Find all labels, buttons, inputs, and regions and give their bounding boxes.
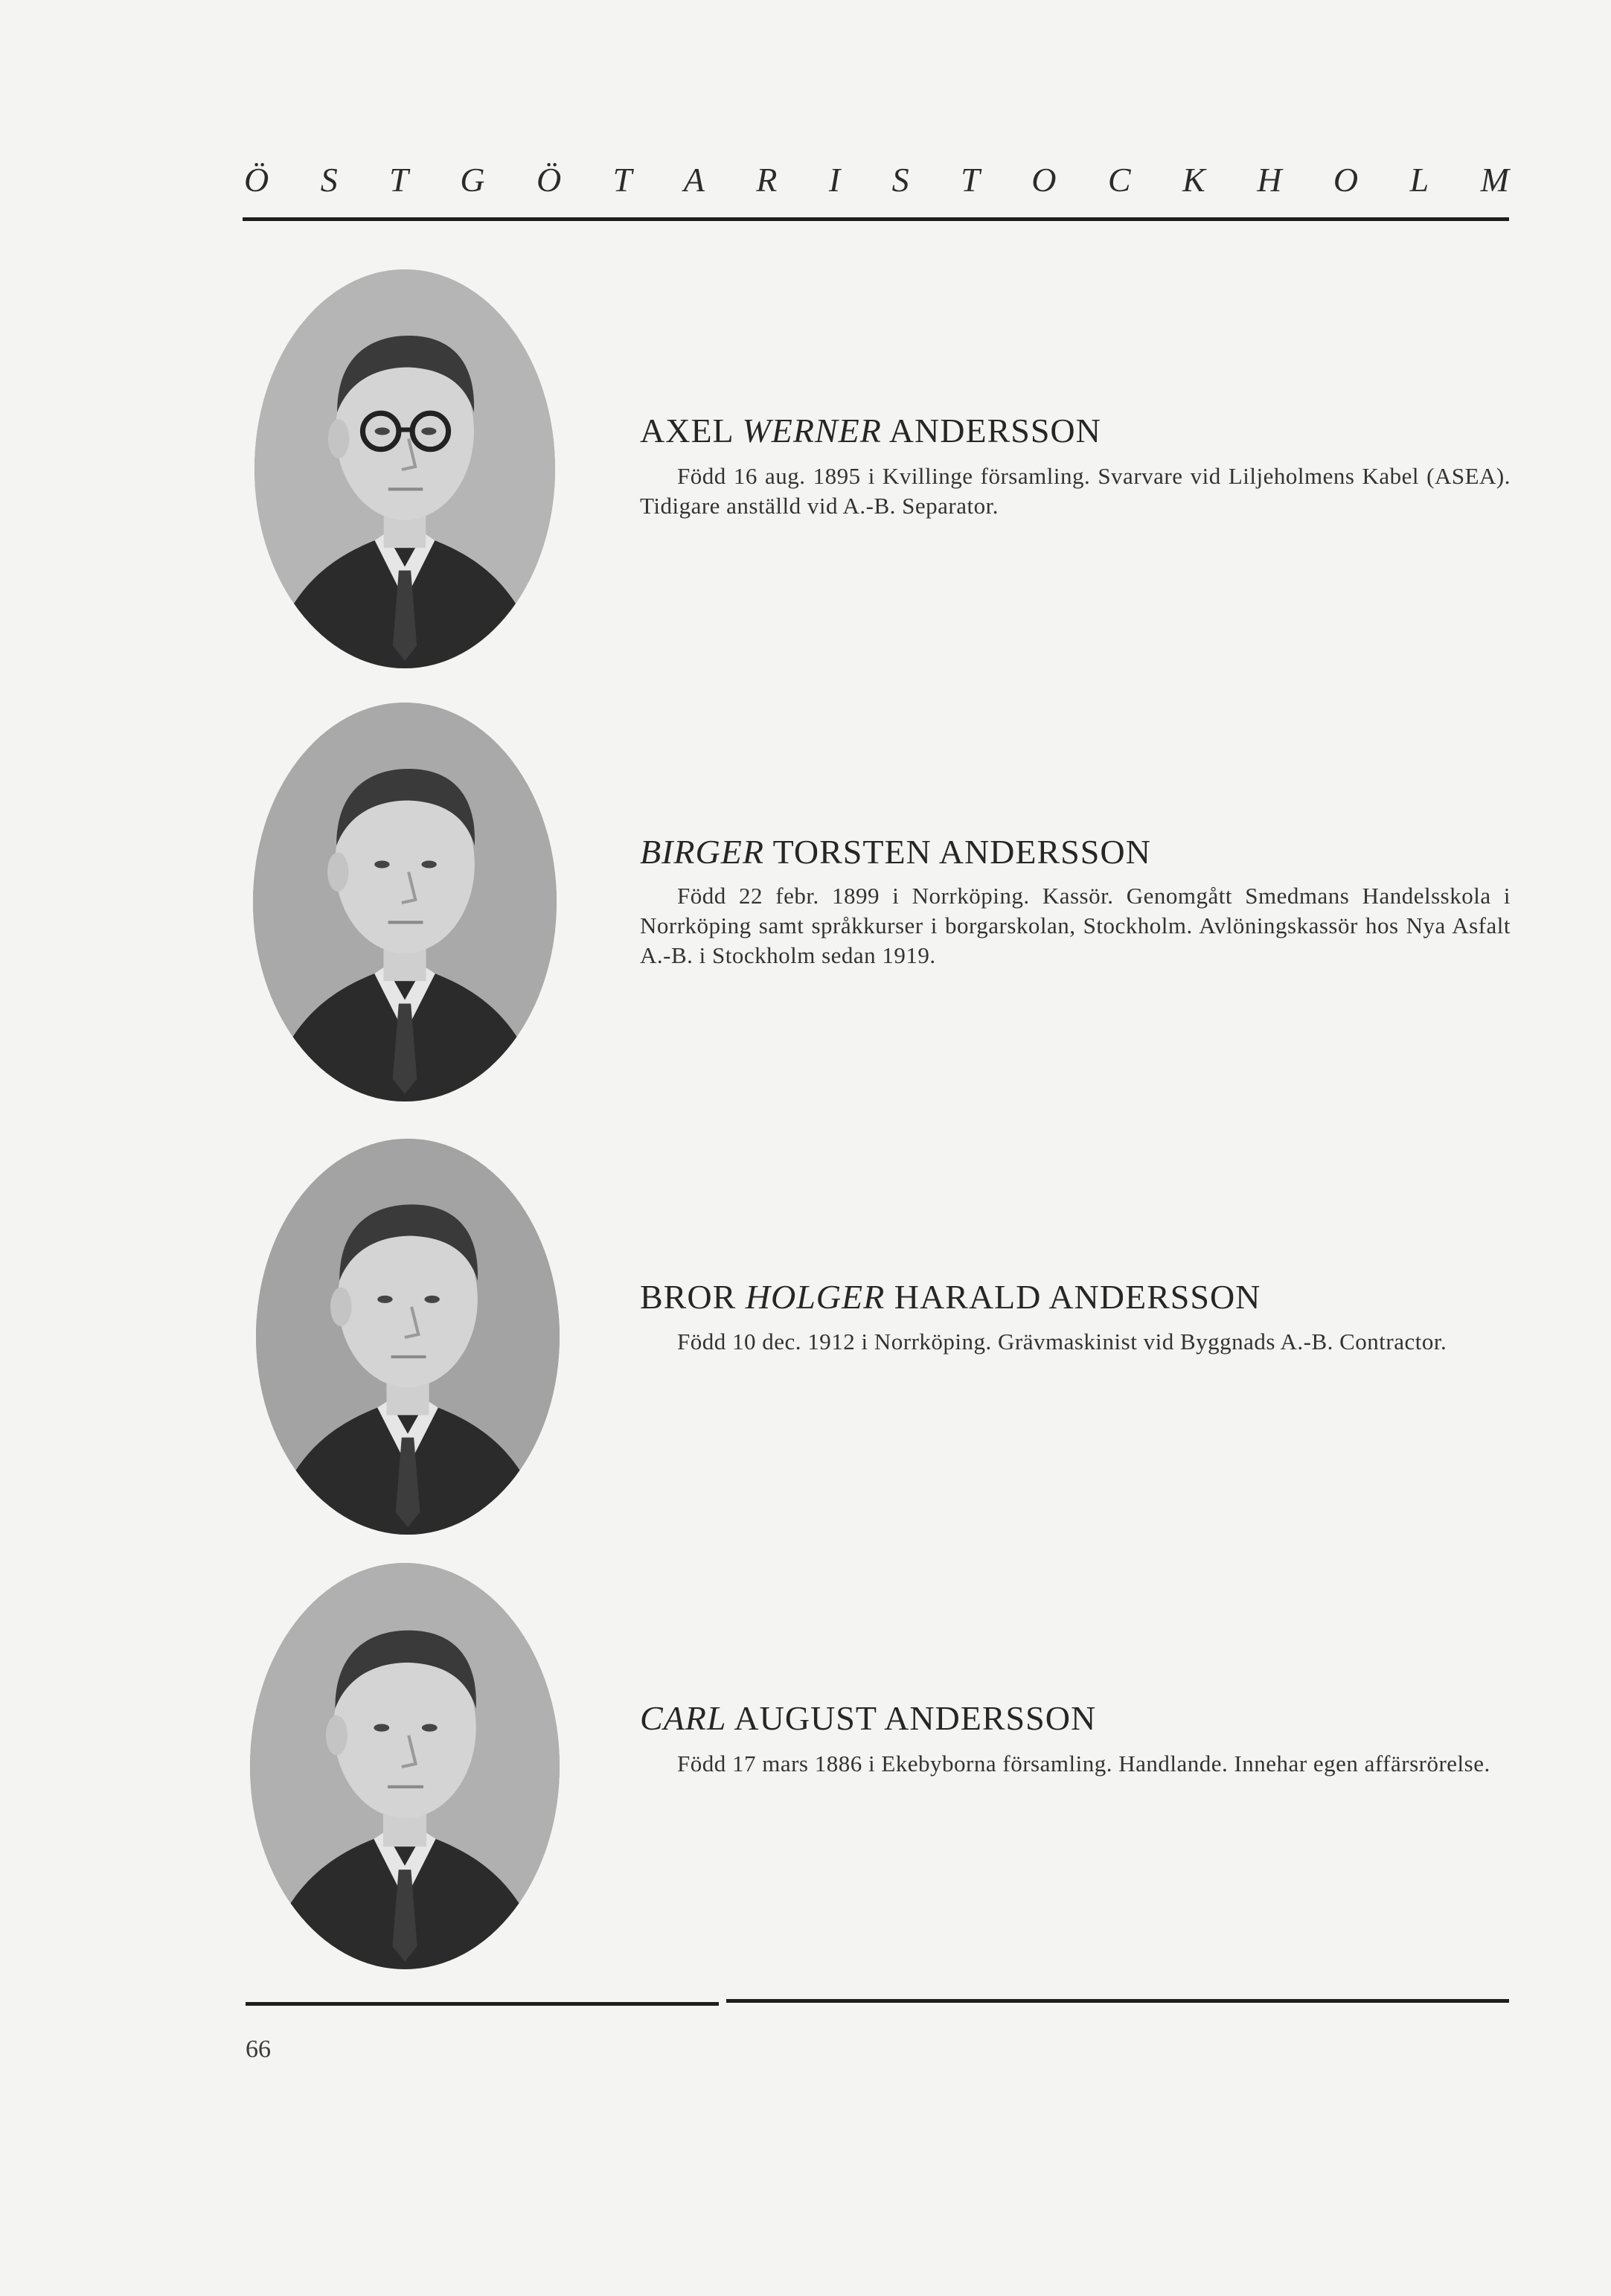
eye-shape bbox=[374, 1724, 389, 1731]
portrait-figure bbox=[250, 1563, 560, 1969]
person-name bbox=[640, 411, 1101, 450]
running-head-letter: A bbox=[683, 160, 705, 199]
running-head bbox=[244, 153, 1509, 205]
running-head-letter: H bbox=[1257, 160, 1282, 199]
eye-shape bbox=[422, 1724, 438, 1731]
running-head-letter: T bbox=[612, 160, 632, 199]
running-head-letter: C bbox=[1107, 160, 1131, 199]
bio-text: Född 17 mars 1886 i Ekebyborna församling. Handlande. Innehar egen affärsrörelse. bbox=[677, 1750, 1490, 1777]
portrait-figure bbox=[254, 269, 555, 668]
eye-shape bbox=[421, 860, 436, 868]
portrait-photo bbox=[254, 269, 555, 668]
bio-text: Född 10 dec. 1912 i Norrköping. Grävmaskinist vid Byggnads A.-B. Contractor. bbox=[677, 1328, 1447, 1355]
running-head-letter: S bbox=[891, 160, 909, 199]
name-part: HARALD ANDERSSON bbox=[885, 1278, 1261, 1316]
portrait-figure bbox=[253, 703, 557, 1101]
running-head-letter: T bbox=[389, 160, 409, 199]
name-part: CARL bbox=[640, 1699, 727, 1737]
ear-shape bbox=[327, 852, 349, 892]
bio-text: Född 22 febr. 1899 i Norrköping. Kassör. Genomgått Smedmans Handelsskola i Norrköping samt språkkurser i borgarskolan, Stockholm. Avlöningskassör hos Nya Asfalt A.-B. i Stockholm sedan 1919. bbox=[640, 883, 1511, 968]
bio-text: Född 16 aug. 1895 i Kvillinge församling. Svarvare vid Liljeholmens Kabel (ASEA). Tidigare anställd vid A.-B. Separator. bbox=[640, 463, 1511, 519]
running-head-letter: O bbox=[1031, 160, 1057, 199]
ear-shape bbox=[328, 419, 349, 458]
portrait-photo bbox=[253, 703, 557, 1101]
portrait-photo bbox=[250, 1563, 560, 1969]
running-head-letter: G bbox=[460, 160, 485, 199]
footer-rule-right bbox=[726, 1999, 1509, 2003]
name-part: AXEL bbox=[640, 412, 743, 450]
eye-shape bbox=[424, 1296, 439, 1303]
portrait-photo bbox=[256, 1139, 560, 1535]
person-name bbox=[640, 832, 1151, 872]
person-bio bbox=[640, 1749, 1511, 1779]
header-rule bbox=[243, 217, 1509, 221]
person-name bbox=[640, 1698, 1096, 1738]
ear-shape bbox=[330, 1288, 352, 1326]
ear-shape bbox=[326, 1715, 347, 1756]
name-part: AUGUST ANDERSSON bbox=[726, 1699, 1097, 1737]
name-part: WERNER bbox=[742, 412, 882, 450]
name-part: BROR bbox=[640, 1278, 746, 1316]
eye-shape bbox=[374, 860, 389, 868]
running-head-letter: T bbox=[961, 160, 980, 199]
running-head-letter: Ö bbox=[536, 160, 562, 199]
running-head-letter: I bbox=[828, 160, 841, 199]
page-number: 66 bbox=[246, 2036, 271, 2063]
person-bio bbox=[640, 461, 1511, 521]
running-head-letter: Ö bbox=[244, 160, 269, 199]
portrait-figure bbox=[256, 1139, 560, 1535]
running-head-letter: O bbox=[1333, 160, 1359, 199]
person-name bbox=[640, 1277, 1261, 1317]
name-part: BIRGER bbox=[640, 833, 764, 871]
name-part: ANDERSSON bbox=[881, 412, 1101, 450]
running-head-letter: L bbox=[1409, 160, 1429, 199]
eye-shape bbox=[421, 427, 436, 435]
name-part: TORSTEN ANDERSSON bbox=[763, 833, 1151, 871]
running-head-letter: K bbox=[1182, 160, 1205, 199]
running-head-letter: M bbox=[1480, 160, 1509, 199]
name-part: HOLGER bbox=[745, 1278, 885, 1316]
footer-rule-left bbox=[246, 2002, 719, 2006]
person-bio bbox=[640, 1327, 1511, 1357]
person-bio bbox=[640, 881, 1511, 970]
running-head-letter: S bbox=[320, 160, 338, 199]
eye-shape bbox=[377, 1296, 392, 1303]
running-head-letter: R bbox=[756, 160, 778, 199]
eye-shape bbox=[375, 427, 390, 435]
